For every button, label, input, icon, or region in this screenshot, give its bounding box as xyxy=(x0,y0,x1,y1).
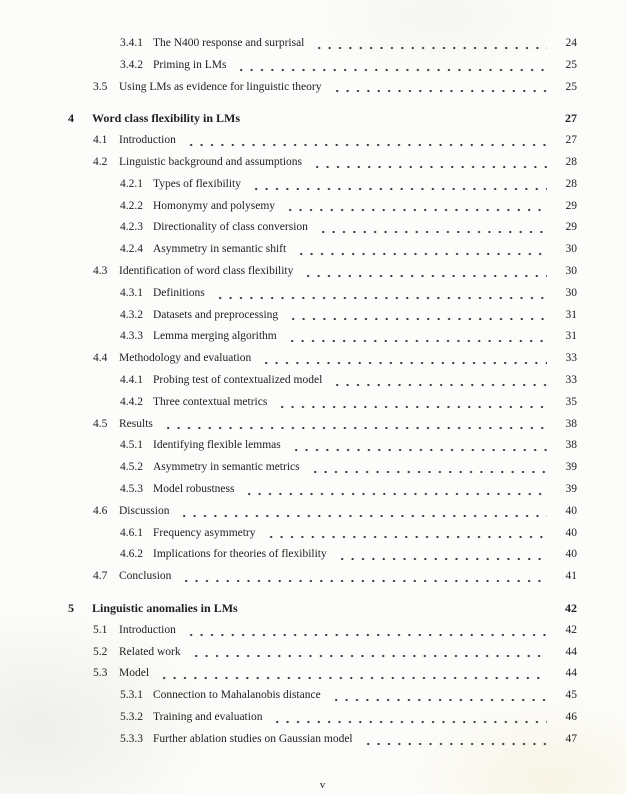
toc-entry-number: 4 xyxy=(68,111,74,126)
toc-dot-leader xyxy=(241,479,547,501)
toc-entry-page: 46 xyxy=(565,710,577,723)
toc-entry xyxy=(68,544,577,566)
toc-entry-page: 38 xyxy=(565,439,577,452)
toc-entry-page: 40 xyxy=(565,504,577,517)
toc-entry-title: Using LMs as evidence for linguistic theory xyxy=(119,80,322,93)
toc-entry-title: The N400 response and surprisal xyxy=(153,37,305,49)
toc-entry-page: 28 xyxy=(565,155,577,168)
toc-entry-number: 4.6 xyxy=(93,504,108,517)
toc-entry-title: Methodology and evaluation xyxy=(119,352,252,365)
toc-entry xyxy=(68,77,577,99)
toc-entry-title: Identification of word class flexibility xyxy=(119,264,294,277)
toc-entry-page: 27 xyxy=(565,111,577,126)
toc-dot-leader xyxy=(247,108,547,130)
toc-entry-number: 3.5 xyxy=(93,80,108,93)
toc-entry-page: 42 xyxy=(565,623,577,636)
toc-entry-number: 5.3.3 xyxy=(120,732,143,745)
toc-entry-number: 4.2.2 xyxy=(120,199,143,212)
toc-entry-title: Related work xyxy=(119,645,181,658)
toc-dot-leader xyxy=(282,196,547,218)
toc-entry-title: Asymmetry in semantic shift xyxy=(153,243,287,256)
toc-dot-leader xyxy=(360,729,547,751)
toc-entry-page: 40 xyxy=(565,548,577,561)
toc-entry-title: Introduction xyxy=(119,623,176,636)
toc-entry-title: Word class flexibility in LMs xyxy=(92,111,241,126)
toc-entry-page: 30 xyxy=(565,243,577,256)
toc-entry-title: Datasets and preprocessing xyxy=(153,308,279,321)
toc-entry xyxy=(68,326,577,348)
toc-entry-page: 38 xyxy=(565,417,577,430)
toc-entry-title: Linguistic anomalies in LMs xyxy=(92,600,238,615)
toc-entry-page: 39 xyxy=(565,482,577,495)
toc-entry-title: Training and evaluation xyxy=(153,710,263,723)
toc-dot-leader xyxy=(288,435,547,457)
folio-page-number: v xyxy=(319,779,326,791)
toc-entry-page: 33 xyxy=(565,352,577,365)
toc-entry-number: 5.3.2 xyxy=(120,710,143,723)
toc-entry-number: 5 xyxy=(68,600,74,615)
toc-entry-title: Asymmetry in semantic metrics xyxy=(153,461,300,474)
toc-entry xyxy=(68,55,577,77)
toc-entry-number: 4.5 xyxy=(93,417,108,430)
toc-entry-title: Further ablation studies on Gaussian model xyxy=(153,732,353,745)
toc-entry xyxy=(68,729,577,751)
toc-entry xyxy=(68,152,577,174)
toc-entry-page: 24 xyxy=(565,37,577,49)
toc-entry-page: 31 xyxy=(565,330,577,343)
toc-entry-page: 31 xyxy=(565,308,577,321)
page-footer xyxy=(68,779,577,791)
toc-entry-title: Identifying flexible lemmas xyxy=(153,439,281,452)
toc-entry-title: Linguistic background and assumptions xyxy=(119,155,303,168)
toc-dot-leader xyxy=(285,305,547,327)
toc-dot-leader xyxy=(300,261,547,283)
toc-entry-number: 4.3.2 xyxy=(120,308,143,321)
toc-entry-page: 25 xyxy=(565,58,577,71)
toc-entry xyxy=(68,305,577,327)
toc-entry-number: 4.2.4 xyxy=(120,243,143,256)
toc-entry-number: 4.5.2 xyxy=(120,461,143,474)
toc-entry xyxy=(68,566,577,588)
toc-entry-title: Connection to Mahalanobis distance xyxy=(153,689,321,702)
toc-entry-page: 29 xyxy=(565,199,577,212)
toc-entry-page: 29 xyxy=(565,221,577,234)
toc-dot-leader xyxy=(284,326,547,348)
toc-entry xyxy=(68,348,577,370)
toc-dot-leader xyxy=(315,217,547,239)
toc-dot-leader xyxy=(263,523,547,545)
toc-entry-number: 4.3 xyxy=(93,264,108,277)
toc-dot-leader xyxy=(212,283,547,305)
toc-entry-title: Conclusion xyxy=(119,570,172,583)
toc-entry xyxy=(68,239,577,261)
toc-dot-leader xyxy=(329,370,547,392)
toc-entry-title: Lemma merging algorithm xyxy=(153,330,277,343)
toc-dot-leader xyxy=(156,663,547,685)
toc-dot-leader xyxy=(160,414,547,436)
toc-entry xyxy=(68,174,577,196)
toc-entry xyxy=(68,217,577,239)
toc-entry xyxy=(68,642,577,664)
toc-entry xyxy=(68,435,577,457)
toc-entry-page: 33 xyxy=(565,373,577,386)
toc-entry-page: 35 xyxy=(565,395,577,408)
toc-dot-leader xyxy=(233,55,547,77)
toc-dot-leader xyxy=(248,174,547,196)
toc-entry xyxy=(68,392,577,414)
toc-entry-page: 44 xyxy=(565,645,577,658)
toc-dot-leader xyxy=(311,33,547,55)
toc-entry-title: Priming in LMs xyxy=(153,58,227,71)
toc-entry-number: 4.2.1 xyxy=(120,177,143,190)
toc-entry xyxy=(68,130,577,152)
toc-entry xyxy=(68,457,577,479)
toc-entry-number: 4.5.3 xyxy=(120,482,143,495)
toc-entry-title: Introduction xyxy=(119,134,176,147)
toc-entry-number: 4.6.2 xyxy=(120,548,143,561)
toc-entry-title: Model robustness xyxy=(153,482,235,495)
toc-dot-leader xyxy=(328,685,547,707)
toc-dot-leader xyxy=(274,392,547,414)
table-of-contents xyxy=(68,33,577,751)
toc-entry-number: 4.1 xyxy=(93,134,108,147)
toc-dot-leader xyxy=(245,598,547,620)
toc-entry xyxy=(68,196,577,218)
toc-entry-page: 30 xyxy=(565,286,577,299)
toc-dot-leader xyxy=(183,620,547,642)
toc-entry-number: 4.3.3 xyxy=(120,330,143,343)
toc-entry-title: Homonymy and polysemy xyxy=(153,199,276,212)
toc-entry-page: 44 xyxy=(565,667,577,680)
toc-dot-leader xyxy=(334,544,547,566)
toc-entry xyxy=(68,414,577,436)
toc-dot-leader xyxy=(183,130,547,152)
toc-entry-number: 4.7 xyxy=(93,570,108,583)
toc-dot-leader xyxy=(309,152,547,174)
toc-entry-number: 5.1 xyxy=(93,623,108,636)
toc-entry-title: Discussion xyxy=(119,504,170,517)
toc-entry-page: 40 xyxy=(565,526,577,539)
toc-entry-page: 39 xyxy=(565,461,577,474)
toc-entry-number: 4.6.1 xyxy=(120,526,143,539)
toc-entry-number: 5.2 xyxy=(93,645,108,658)
toc-entry-title: Model xyxy=(119,667,150,680)
toc-entry xyxy=(68,663,577,685)
toc-entry xyxy=(68,370,577,392)
toc-entry-page: 25 xyxy=(565,80,577,93)
toc-entry-title: Types of flexibility xyxy=(153,177,241,190)
toc-entry-number: 4.2 xyxy=(93,155,108,168)
toc-entry-number: 5.3 xyxy=(93,667,108,680)
toc-entry-title: Three contextual metrics xyxy=(153,395,268,408)
toc-entry-title: Results xyxy=(119,417,153,430)
toc-entry-title: Directionality of class conversion xyxy=(153,221,308,234)
toc-entry-page: 41 xyxy=(565,570,577,583)
toc-entry-title: Probing test of contextualized model xyxy=(153,373,323,386)
toc-entry-page: 27 xyxy=(565,134,577,147)
toc-entry-number: 4.4 xyxy=(93,352,108,365)
toc-entry xyxy=(68,479,577,501)
toc-entry-title: Frequency asymmetry xyxy=(153,526,256,539)
toc-dot-leader xyxy=(293,239,547,261)
toc-entry-number: 5.3.1 xyxy=(120,689,143,702)
toc-dot-leader xyxy=(269,707,547,729)
toc-dot-leader xyxy=(258,348,547,370)
toc-entry-title: Definitions xyxy=(153,286,205,299)
toc-entry xyxy=(68,501,577,523)
toc-dot-leader xyxy=(329,77,548,99)
toc-entry-page: 47 xyxy=(565,732,577,745)
toc-entry xyxy=(68,523,577,545)
toc-entry xyxy=(68,33,577,55)
toc-entry-number: 4.3.1 xyxy=(120,286,143,299)
toc-entry-number: 4.4.1 xyxy=(120,373,143,386)
toc-entry-page: 45 xyxy=(565,689,577,702)
toc-entry xyxy=(68,620,577,642)
toc-entry-number: 3.4.2 xyxy=(120,58,143,71)
toc-entry xyxy=(68,707,577,729)
toc-dot-leader xyxy=(307,457,547,479)
toc-dot-leader xyxy=(188,642,547,664)
toc-entry-number: 3.4.1 xyxy=(120,37,143,49)
toc-entry xyxy=(68,598,577,620)
toc-entry xyxy=(68,108,577,130)
toc-entry xyxy=(68,685,577,707)
toc-entry-number: 4.4.2 xyxy=(120,395,143,408)
toc-entry-title: Implications for theories of flexibility xyxy=(153,548,327,561)
toc-entry-number: 4.2.3 xyxy=(120,221,143,234)
toc-dot-leader xyxy=(178,566,547,588)
toc-dot-leader xyxy=(176,501,547,523)
toc-entry-page: 42 xyxy=(565,600,577,615)
toc-entry-page: 28 xyxy=(565,177,577,190)
toc-entry-page: 30 xyxy=(565,264,577,277)
toc-entry-number: 4.5.1 xyxy=(120,439,143,452)
toc-entry xyxy=(68,283,577,305)
toc-entry xyxy=(68,261,577,283)
